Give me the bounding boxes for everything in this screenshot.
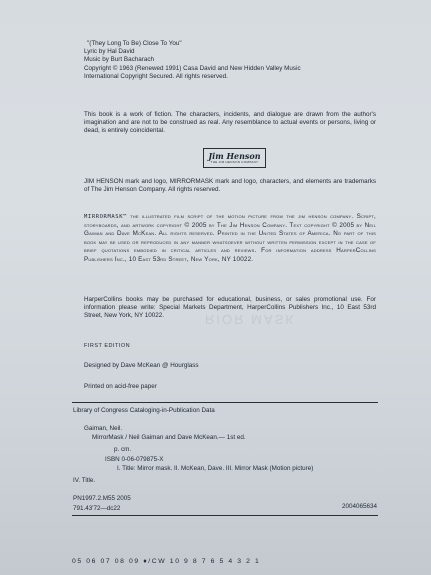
mirrormask-mark: MIRRORMASK™	[84, 214, 128, 220]
copyright-notice	[84, 213, 376, 265]
designed-by: Designed by Dave McKean @ Hourglass	[84, 362, 199, 369]
cip-heading: Library of Congress Cataloging-in-Publication Data	[73, 407, 215, 414]
cip-pages: p. cm.	[114, 446, 132, 453]
song-copyright: Copyright © 1963 (Renewed 1991) Casa David and New Hidden Valley Music	[84, 64, 301, 72]
copyright-text: the illustrated film script of the motion picture from the jim henson company. Script, storyboards, and artwork copyright © 2005 by The Jim Henson Company. Text copyright © 2005 by Neil Gaiman and Dave McKean. All rights reserved. Printed in the United States of America. No part of this book may be used or reproduced in any manner whatsoever without written permission except in the case of brief quotations embodied in critical articles and reviews. For information address HarperCollins Publishers Inc., 10 East 53rd Street, New York, NY 10022.	[84, 213, 376, 263]
lyric-by: Lyric by Hal David	[84, 48, 135, 56]
fiction-notice: This book is a work of fiction. The characters, incidents, and dialogue are drawn from the author's imagination and are not to be construed as real. Any resemblance to actual events or persons, living or dead, is entirely coincidental.	[84, 111, 376, 135]
cip-bottom-rule	[72, 515, 378, 516]
cip-title: MirrorMask / Neil Gaiman and Dave McKean.— 1st ed.	[92, 434, 246, 441]
lyric-credits	[84, 40, 384, 81]
jim-henson-logo	[203, 148, 266, 168]
jim-henson-company-wordmark: THE JIM HENSON COMPANY	[210, 160, 259, 164]
cip-lccn: 2004065634	[341, 503, 377, 510]
trademark-notice: JIM HENSON mark and logo, MIRRORMASK mark and logo, characters, and elements are trademarks of The Jim Henson Company. All rights reserved.	[84, 178, 376, 194]
song-copyright-secured: International Copyright Secured. All rights reserved.	[84, 72, 228, 80]
cip-subjects-cont: IV. Title.	[73, 477, 96, 484]
harpercollins-notice: HarperCollins books may be purchased for educational, business, or sales promotional use. For information please write: Special Markets Department, HarperCollins Publishers Inc., 10 East 53rd Street, New York, NY 10022.	[84, 296, 376, 320]
edition: FIRST EDITION	[84, 343, 131, 349]
paper-note: Printed on acid-free paper	[84, 383, 157, 390]
cip-lcc: PN1997.2.M55 2005	[73, 495, 131, 502]
cip-subjects: I. Title: Mirror mask. II. McKean, Dave. III. Mirror Mask (Motion picture)	[117, 465, 314, 472]
music-by: Music by Burt Bacharach	[84, 56, 154, 64]
cip-author: Gaiman, Neil.	[84, 425, 123, 432]
bleed-through-text: RIOR MASK	[205, 312, 296, 327]
cip-top-rule	[72, 402, 378, 403]
printing-line: 05 06 07 08 09 ♦/CW 10 9 8 7 6 5 4 3 2 1	[72, 558, 261, 565]
jim-henson-signature: Jim Henson	[208, 151, 261, 161]
cip-isbn: ISBN 0-06-079875-X	[105, 456, 164, 463]
song-title: "(They Long To Be) Close To You"	[87, 40, 182, 47]
cip-ddc: 791.43'72—dc22	[73, 505, 121, 512]
